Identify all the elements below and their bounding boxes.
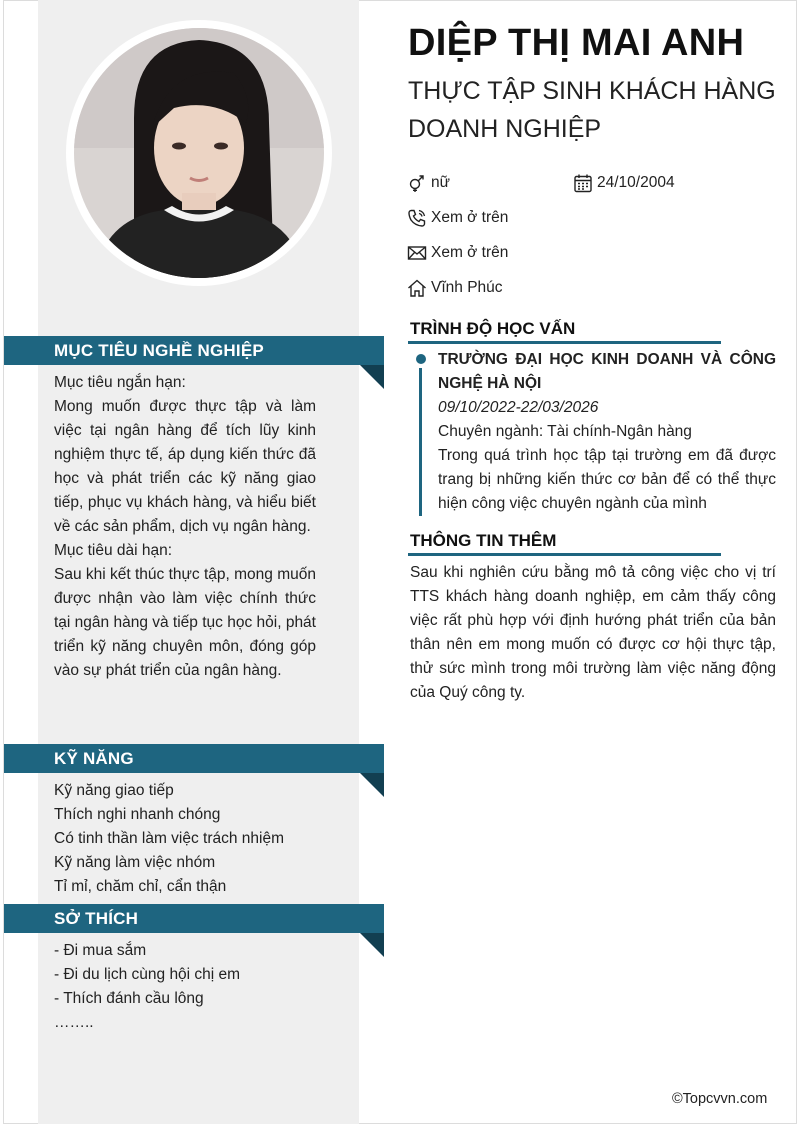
- birthday-info: [573, 173, 675, 193]
- study-dates: 09/10/2022-22/03/2026: [438, 399, 599, 416]
- major: Chuyên ngành: Tài chính-Ngân hàng: [438, 423, 692, 440]
- list-item: Thích nghi nhanh chóng: [54, 806, 221, 823]
- list-item: - Thích đánh cầu lông: [54, 990, 204, 1007]
- gender-icon: [407, 173, 427, 193]
- list-item: ……..: [54, 1014, 94, 1031]
- goal-line: Mong muốn được thực tập và làm việc tại ngân hàng để tích lũy kinh nghiệm thực tế, áp dụng kiến thức đã học và phát triển các kỹ năng giao tiếp, phục vụ khách hàng, và hiểu biết về các sản phẩm, dịch vụ ngân hàng.: [54, 398, 316, 535]
- home-icon: [407, 278, 427, 298]
- school-name: TRƯỜNG ĐẠI HỌC KINH DOANH VÀ CÔNG NGHỆ HÀ NỘI: [438, 351, 776, 392]
- list-item: - Đi du lịch cùng hội chị em: [54, 966, 241, 983]
- career-goals-header: [4, 336, 384, 365]
- goal-line: Mục tiêu dài hạn:: [54, 542, 173, 559]
- phone-info: [407, 208, 508, 228]
- gender-value: nữ: [431, 174, 450, 191]
- list-item: Kỹ năng giao tiếp: [54, 782, 174, 799]
- phone-value: Xem ở trên: [431, 209, 509, 226]
- address-value: Vĩnh Phúc: [431, 279, 503, 296]
- list-item: Kỹ năng làm việc nhóm: [54, 854, 216, 871]
- email-value: Xem ở trên: [431, 244, 509, 261]
- birthday-value: 24/10/2004: [597, 174, 675, 191]
- footer-credit: ©Topcvvn.com: [672, 1091, 768, 1107]
- list-item: - Đi mua sắm: [54, 942, 147, 959]
- skills-list: [54, 779, 354, 899]
- mail-icon: [407, 243, 427, 263]
- job-title: THỰC TẬP SINH KHÁCH HÀNG DOANH NGHIỆP: [408, 77, 776, 143]
- extra-info-heading: THÔNG TIN THÊM: [410, 531, 557, 550]
- education-heading: TRÌNH ĐỘ HỌC VẤN: [410, 319, 576, 338]
- hobbies-heading: SỞ THÍCH: [54, 909, 139, 928]
- career-goals-text: [54, 371, 316, 683]
- address-info: [407, 278, 503, 298]
- email-info: [407, 243, 508, 263]
- gender-info: [407, 173, 450, 193]
- extra-info-underline: [408, 553, 721, 556]
- candidate-name: DIỆP THỊ MAI ANH: [408, 22, 745, 64]
- education-underline: [408, 341, 721, 344]
- list-item: Tỉ mỉ, chăm chỉ, cẩn thận: [54, 878, 227, 895]
- calendar-icon: [573, 173, 593, 193]
- goal-line: Sau khi kết thúc thực tập, mong muốn được nhận vào làm việc chính thức tại ngân hàng và tiếp tục học hỏi, phát triển kỹ năng chuyên môn, đóng góp vào sự phát triển của ngân hàng.: [54, 566, 316, 679]
- ribbon-fold: [360, 773, 384, 797]
- phone-icon: [407, 208, 427, 228]
- education-entry: [438, 348, 776, 516]
- goal-line: Mục tiêu ngắn hạn:: [54, 374, 186, 391]
- ribbon-fold: [360, 933, 384, 957]
- timeline-bar: [419, 368, 422, 516]
- skills-header: [4, 744, 384, 773]
- hobbies-header: [4, 904, 384, 933]
- list-item: Có tinh thần làm việc trách nhiệm: [54, 830, 285, 847]
- education-description: Trong quá trình học tập tại trường em đã được trang bị những kiến thức cơ bản để có thể thực hiện công việc chuyên ngành của mình: [438, 447, 776, 512]
- avatar: [74, 28, 324, 278]
- career-goals-heading: MỤC TIÊU NGHỀ NGHIỆP: [54, 341, 264, 360]
- skills-heading: KỸ NĂNG: [54, 749, 134, 768]
- hobbies-list: [54, 939, 354, 1035]
- ribbon-fold: [360, 365, 384, 389]
- extra-info-text: Sau khi nghiên cứu bằng mô tả công việc cho vị trí TTS khách hàng doanh nghiệp, em cảm thấy công việc rất phù hợp với định hướng phát triển của bản thân nên em mong muốn có được cơ hội thực tập, thử sức mình trong môi trường làm việc năng động của Quý công ty.: [410, 564, 776, 701]
- timeline-dot: [416, 354, 426, 364]
